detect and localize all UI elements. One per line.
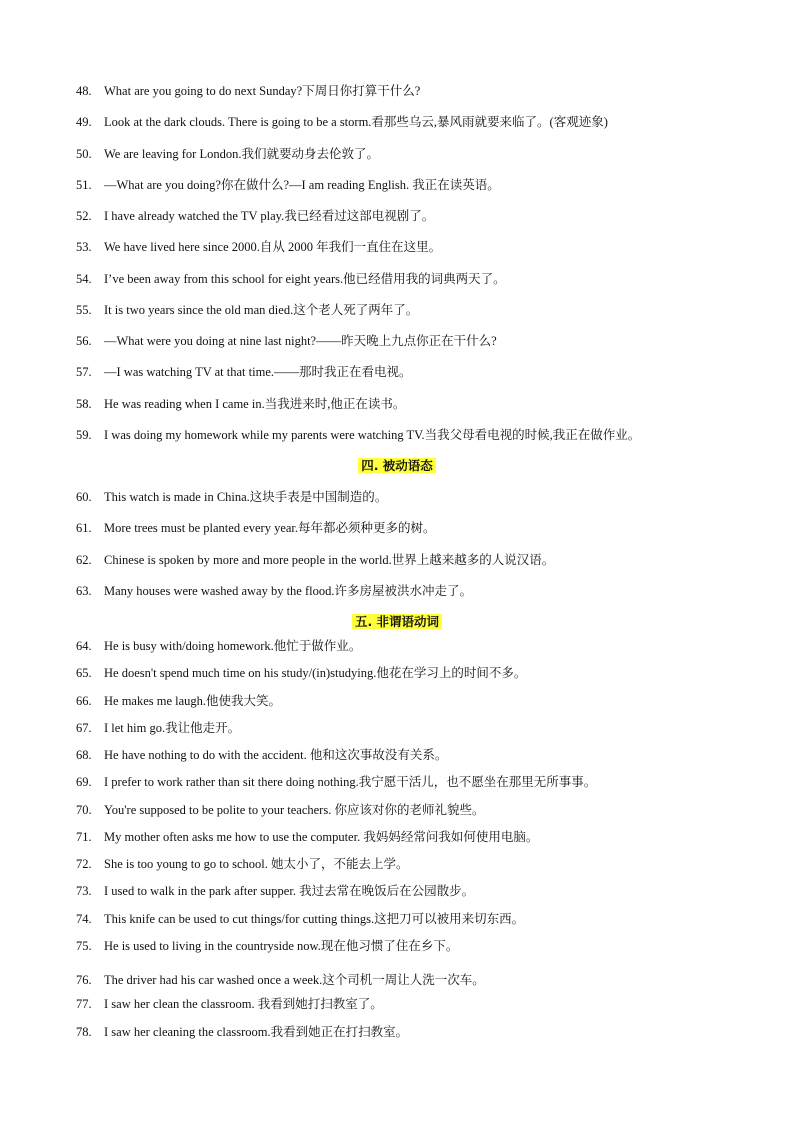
list-item: 62. Chinese is spoken by more and more people in the world.世界上越来越多的人说汉语。	[76, 553, 555, 567]
list-item: 75. He is used to living in the countryside now.现在他习惯了住在乡下。	[76, 939, 459, 953]
list-item: 59. I was doing my homework while my parents were watching TV.当我父母看电视的时候,我正在做作业。	[76, 428, 641, 442]
list-item: 64. He is busy with/doing homework.他忙于做作业。	[76, 639, 362, 653]
list-item: 53. We have lived here since 2000.自从 2000 年我们一直住在这里。	[76, 240, 442, 254]
list-item: 77. I saw her clean the classroom. 我看到她打扫教室了。	[76, 997, 383, 1011]
list-item: 68. He have nothing to do with the accident. 他和这次事故没有关系。	[76, 748, 448, 762]
list-item: 56. —What were you doing at nine last night?——昨天晚上九点你正在干什么?	[76, 334, 497, 348]
list-item: 49. Look at the dark clouds. There is going to be a storm.看那些乌云,暴风雨就要来临了。(客观迹象)	[76, 115, 608, 129]
list-item: 71. My mother often asks me how to use the computer. 我妈妈经常问我如何使用电脑。	[76, 830, 539, 844]
list-item: 66. He makes me laugh.他使我大笑。	[76, 694, 282, 708]
list-item: 61. More trees must be planted every year.每年都必须种更多的树。	[76, 521, 436, 535]
list-item: 78. I saw her cleaning the classroom.我看到她正在打扫教室。	[76, 1025, 409, 1039]
section-heading-nonfinite: 五. 非谓语动词	[0, 613, 794, 631]
list-item: 74. This knife can be used to cut things/for cutting things.这把刀可以被用来切东西。	[76, 912, 525, 926]
list-item: 50. We are leaving for London.我们就要动身去伦敦了。	[76, 147, 379, 161]
list-item: 60. This watch is made in China.这块手表是中国制造的。	[76, 490, 388, 504]
list-item: 63. Many houses were washed away by the flood.许多房屋被洪水冲走了。	[76, 584, 472, 598]
list-item: 52. I have already watched the TV play.我已经看过这部电视剧了。	[76, 209, 435, 223]
list-item: 67. I let him go.我让他走开。	[76, 721, 241, 735]
list-item: 48. What are you going to do next Sunday?下周日你打算干什么?	[76, 84, 421, 98]
list-item: 58. He was reading when I came in.当我进来时,他正在读书。	[76, 397, 406, 411]
list-item: 76. The driver had his car washed once a week.这个司机一周让人洗一次车。	[76, 973, 485, 987]
list-item: 65. He doesn't spend much time on his study/(in)studying.他花在学习上的时间不多。	[76, 666, 527, 680]
section-heading-passive: 四. 被动语态	[0, 457, 794, 475]
list-item: 55. It is two years since the old man died.这个老人死了两年了。	[76, 303, 419, 317]
list-item: 70. You're supposed to be polite to your teachers. 你应该对你的老师礼貌些。	[76, 803, 485, 817]
list-item: 73. I used to walk in the park after supper. 我过去常在晚饭后在公园散步。	[76, 884, 475, 898]
list-item: 57. —I was watching TV at that time.——那时我正在看电视。	[76, 365, 412, 379]
list-item: 51. —What are you doing?你在做什么?—I am reading English. 我正在读英语。	[76, 178, 500, 192]
list-item: 72. She is too young to go to school. 她太小了，不能去上学。	[76, 857, 409, 871]
list-item: 69. I prefer to work rather than sit there doing nothing.我宁愿干活儿，也不愿坐在那里无所事事。	[76, 775, 597, 789]
list-item: 54. I’ve been away from this school for eight years.他已经借用我的词典两天了。	[76, 272, 506, 286]
